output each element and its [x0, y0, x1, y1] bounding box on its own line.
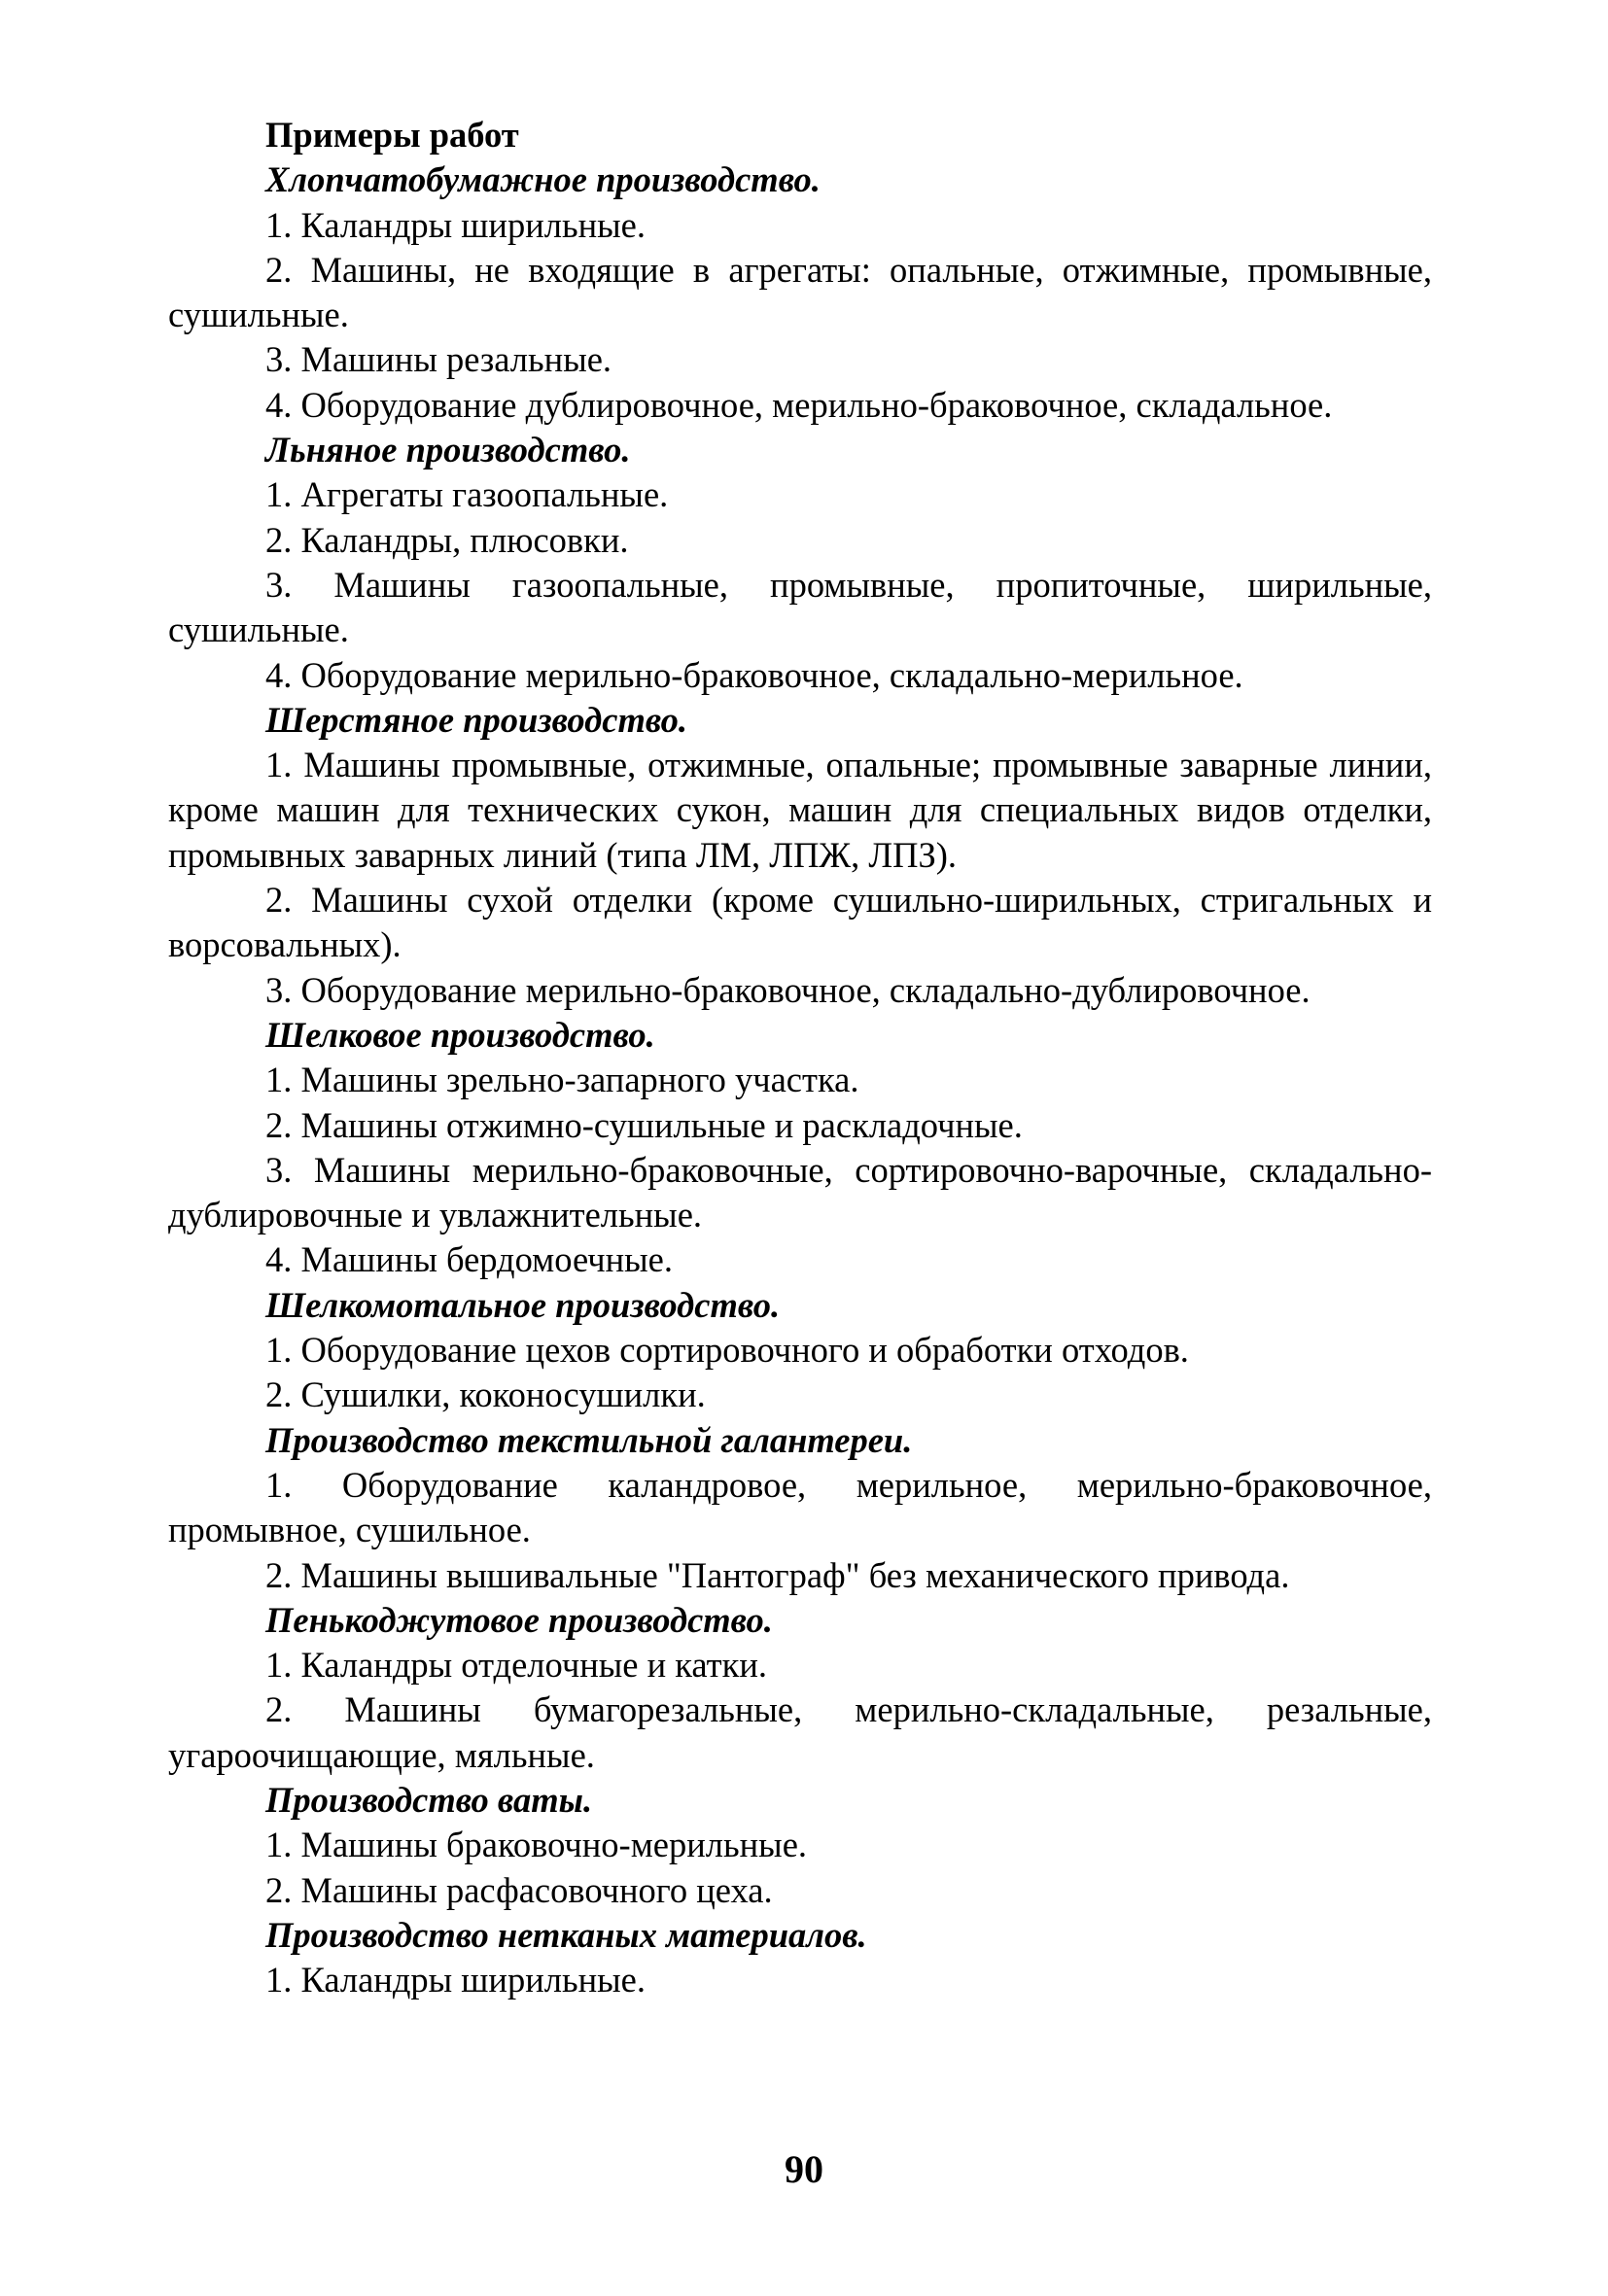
section-title-cotton: Хлопчатобумажное производство. [265, 159, 821, 200]
list-item: 1. Машины браковочно-мерильные. [265, 1825, 808, 1865]
list-item: 1. Каландры отделочные и катки. [265, 1645, 768, 1686]
list-item: 2. Машины расфасовочного цеха. [265, 1869, 773, 1910]
list-item: 2. Машины отжимно-сушильные и раскладочные. [265, 1104, 1023, 1145]
section-title-silk: Шелковое производство. [265, 1014, 655, 1055]
list-item: 1. Оборудование цехов сортировочного и обработки отходов. [265, 1330, 1189, 1371]
list-item: 1. Оборудование каландровое, мерильное, мерильно-браковочное, промывное, сушильное. [168, 1464, 1432, 1550]
list-item: 1. Агрегаты газоопальные. [265, 474, 669, 515]
section-title-silk-winding: Шелкомотальное производство. [265, 1284, 781, 1325]
page-number: 90 [785, 2147, 823, 2191]
section-title-cotton-wool: Производство ваты. [265, 1779, 593, 1820]
list-item: 2. Машины бумагорезальные, мерильно-складальные, резальные, угароочищающие, мяльные. [168, 1689, 1432, 1775]
list-item: 1. Машины промывные, отжимные, опальные; промывные заварные линии, кроме машин для технических сукон, машин для специальных видов отделки, промывных заварных линий (типа ЛМ, ЛПЖ, ЛПЗ). [168, 745, 1432, 875]
list-item: 2. Сушилки, коконосушилки. [265, 1374, 706, 1415]
list-item: 3. Машины резальные. [265, 339, 612, 380]
list-item: 3. Машины мерильно-браковочные, сортировочно-варочные, складально-дублировочные и увлажнительные. [168, 1149, 1432, 1235]
page-heading: Примеры работ [265, 115, 519, 155]
section-title-linen: Льняное производство. [265, 430, 631, 470]
list-item: 3. Машины газоопальные, промывные, пропиточные, ширильные, сушильные. [168, 564, 1432, 650]
section-title-hemp-jute: Пенькоджутовое производство. [265, 1599, 773, 1640]
list-item: 2. Машины вышивальные "Пантограф" без механического привода. [265, 1554, 1290, 1595]
list-item: 4. Оборудование мерильно-браковочное, складально-мерильное. [265, 654, 1243, 695]
list-item: 2. Машины сухой отделки (кроме сушильно-ширильных, стригальных и ворсовальных). [168, 880, 1432, 965]
list-item: 1. Каландры ширильные. [265, 1960, 646, 2000]
section-title-textile-haberdashery: Производство текстильной галантереи. [265, 1419, 913, 1460]
list-item: 3. Оборудование мерильно-браковочное, складально-дублировочное. [265, 969, 1311, 1010]
list-item: 4. Оборудование дублировочное, мерильно-браковочное, складальное. [265, 384, 1333, 425]
list-item: 1. Машины зрельно-запарного участка. [265, 1060, 859, 1100]
section-title-nonwoven: Производство нетканых материалов. [265, 1914, 867, 1955]
list-item: 4. Машины бердомоечные. [265, 1239, 673, 1280]
section-title-wool: Шерстяное производство. [265, 699, 688, 740]
list-item: 1. Каландры ширильные. [265, 204, 646, 245]
list-item: 2. Машины, не входящие в агрегаты: опальные, отжимные, промывные, сушильные. [168, 249, 1432, 335]
page-body [168, 113, 1432, 2002]
list-item: 2. Каландры, плюсовки. [265, 519, 629, 560]
